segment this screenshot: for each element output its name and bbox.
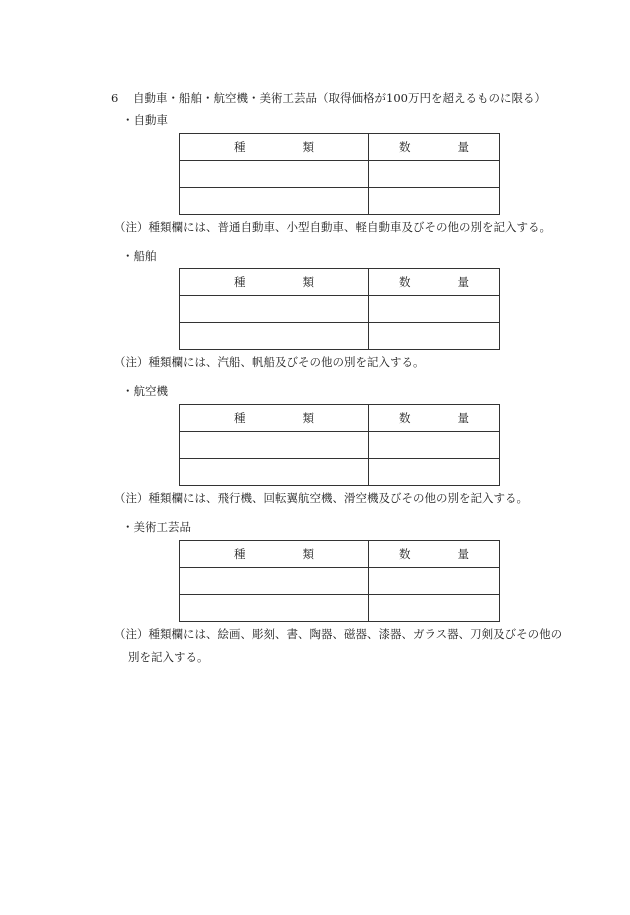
quantity-cell[interactable] xyxy=(369,323,500,350)
automobile-table xyxy=(179,133,500,215)
kind-cell[interactable] xyxy=(180,296,369,323)
note-automobile: （注）種類欄には、普通自動車、小型自動車、軽自動車及びその他の別を記入する。 xyxy=(114,220,551,234)
table-row xyxy=(180,296,500,323)
kind-header: 種 類 xyxy=(180,269,369,296)
quantity-cell[interactable] xyxy=(369,161,500,188)
kind-header: 種 類 xyxy=(180,134,369,161)
kind-header: 種 類 xyxy=(180,405,369,432)
quantity-header: 数 量 xyxy=(369,269,500,296)
subsection-title-artwork: ・美術工芸品 xyxy=(122,520,191,534)
table-row xyxy=(180,188,500,215)
table-header-row xyxy=(180,269,500,296)
ship-table xyxy=(179,268,500,350)
table-row xyxy=(180,568,500,595)
kind-cell[interactable] xyxy=(180,432,369,459)
quantity-header: 数 量 xyxy=(369,541,500,568)
subsection-title-aircraft: ・航空機 xyxy=(122,384,168,398)
kind-cell[interactable] xyxy=(180,595,369,622)
table-row xyxy=(180,459,500,486)
table-header-row xyxy=(180,541,500,568)
subsection-title-ship: ・船舶 xyxy=(122,249,157,263)
note-aircraft: （注）種類欄には、飛行機、回転翼航空機、滑空機及びその他の別を記入する。 xyxy=(114,491,528,505)
quantity-cell[interactable] xyxy=(369,568,500,595)
quantity-header: 数 量 xyxy=(369,134,500,161)
note-artwork: （注）種類欄には、絵画、彫刻、書、陶器、磁器、漆器、ガラス器、刀剣及びその他の xyxy=(114,627,563,641)
kind-header: 種 類 xyxy=(180,541,369,568)
quantity-cell[interactable] xyxy=(369,432,500,459)
table-header-row xyxy=(180,134,500,161)
kind-cell[interactable] xyxy=(180,459,369,486)
table-row xyxy=(180,595,500,622)
artwork-table xyxy=(179,540,500,622)
kind-cell[interactable] xyxy=(180,188,369,215)
kind-cell[interactable] xyxy=(180,568,369,595)
quantity-cell[interactable] xyxy=(369,459,500,486)
quantity-cell[interactable] xyxy=(369,595,500,622)
subsection-title-automobile: ・自動車 xyxy=(122,113,168,127)
quantity-cell[interactable] xyxy=(369,296,500,323)
quantity-header: 数 量 xyxy=(369,405,500,432)
note-artwork-continued: 別を記入する。 xyxy=(128,650,209,664)
note-ship: （注）種類欄には、汽船、帆船及びその他の別を記入する。 xyxy=(114,355,425,369)
aircraft-table xyxy=(179,404,500,486)
kind-cell[interactable] xyxy=(180,161,369,188)
table-row xyxy=(180,161,500,188)
table-row xyxy=(180,323,500,350)
kind-cell[interactable] xyxy=(180,323,369,350)
quantity-cell[interactable] xyxy=(369,188,500,215)
table-header-row xyxy=(180,405,500,432)
section-number: 6 xyxy=(111,91,119,105)
section-heading: 自動車・船舶・航空機・美術工芸品（取得価格が100万円を超えるものに限る） xyxy=(133,91,546,105)
table-row xyxy=(180,432,500,459)
